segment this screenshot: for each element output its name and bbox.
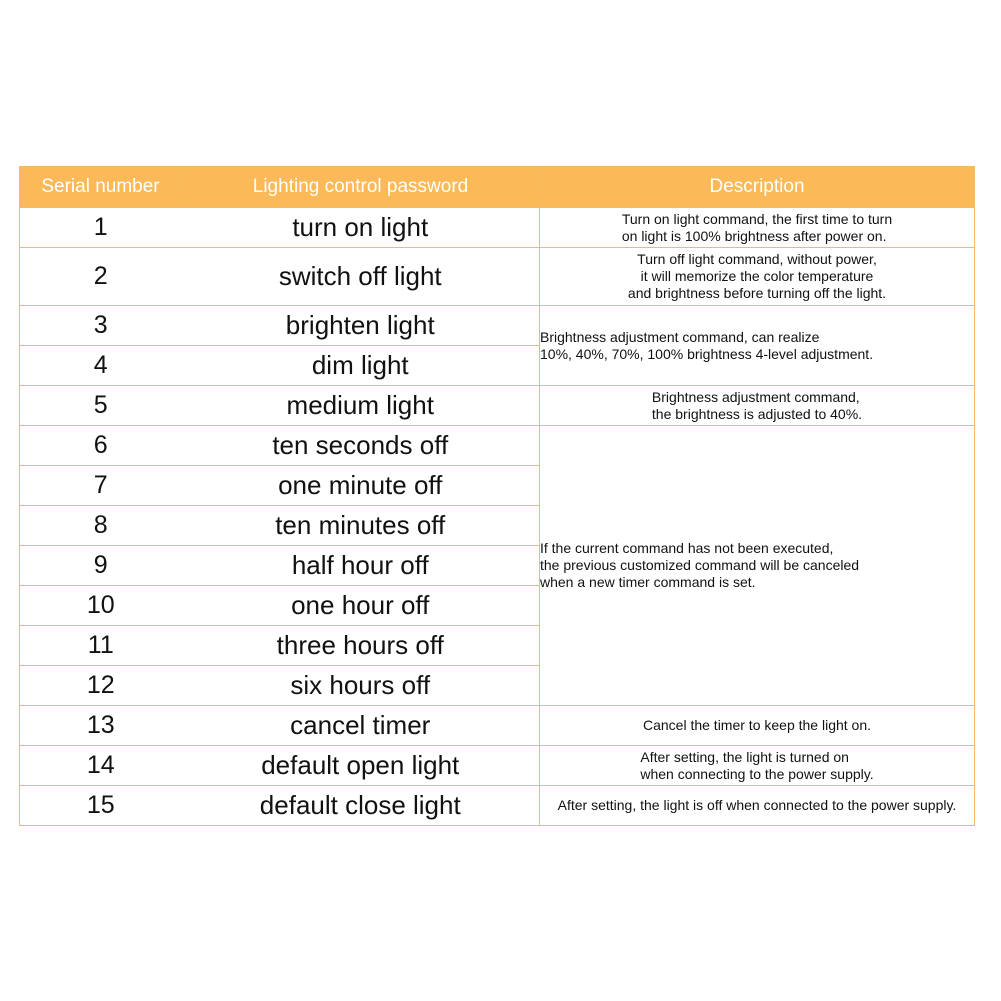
control-password: default close light <box>182 786 540 826</box>
header-serial-number: Serial number <box>20 167 182 208</box>
description-cell <box>540 386 975 426</box>
description-cell <box>540 786 975 826</box>
serial-number: 12 <box>20 666 182 706</box>
table-row <box>20 746 975 786</box>
serial-number: 4 <box>20 346 182 386</box>
serial-number: 15 <box>20 786 182 826</box>
serial-number: 14 <box>20 746 182 786</box>
serial-number: 13 <box>20 706 182 746</box>
serial-number: 3 <box>20 306 182 346</box>
control-password: default open light <box>182 746 540 786</box>
control-password: one hour off <box>182 586 540 626</box>
description-line: 10%, 40%, 70%, 100% brightness 4-level adjustment. <box>540 345 874 362</box>
description-line: After setting, the light is turned on <box>640 748 849 765</box>
serial-number: 8 <box>20 506 182 546</box>
serial-number: 1 <box>20 208 182 248</box>
control-password: ten seconds off <box>182 426 540 466</box>
command-table <box>19 166 975 826</box>
control-password: switch off light <box>182 248 540 306</box>
table-row <box>20 426 975 466</box>
serial-number: 11 <box>20 626 182 666</box>
description-line: the brightness is adjusted to 40%. <box>651 405 863 422</box>
description-line: Cancel the timer to keep the light on. <box>642 717 872 733</box>
description-line: Brightness adjustment command, <box>651 388 860 405</box>
description-cell <box>540 746 975 786</box>
description-cell <box>540 706 975 746</box>
description-line: when connecting to the power supply. <box>640 765 874 782</box>
description-cell <box>540 248 975 306</box>
description-line: it will memorize the color temperature <box>640 268 874 284</box>
header-lighting-control-password: Lighting control password <box>182 167 540 208</box>
description-line: on light is 100% brightness after power on. <box>621 227 887 244</box>
header-row <box>20 167 975 208</box>
table-row <box>20 208 975 248</box>
description-line: the previous customized command will be canceled <box>540 557 860 573</box>
serial-number: 5 <box>20 386 182 426</box>
control-password: cancel timer <box>182 706 540 746</box>
header-description: Description <box>540 167 975 208</box>
control-password: three hours off <box>182 626 540 666</box>
description-line: If the current command has not been executed, <box>540 540 834 556</box>
serial-number: 10 <box>20 586 182 626</box>
description-line: Brightness adjustment command, can realize <box>540 328 820 345</box>
control-password: ten minutes off <box>182 506 540 546</box>
control-password: turn on light <box>182 208 540 248</box>
table-row <box>20 386 975 426</box>
description-line: Turn off light command, without power, <box>637 251 877 267</box>
table-row <box>20 248 975 306</box>
description-line: and brightness before turning off the light. <box>627 285 887 301</box>
description-cell-merged <box>540 306 975 386</box>
control-password: medium light <box>182 386 540 426</box>
description-line: After setting, the light is off when connected to the power supply. <box>557 797 957 813</box>
description-line: Turn on light command, the first time to turn <box>621 210 893 227</box>
description-cell-merged <box>540 426 975 706</box>
control-password: one minute off <box>182 466 540 506</box>
control-password: brighten light <box>182 306 540 346</box>
serial-number: 6 <box>20 426 182 466</box>
control-password: half hour off <box>182 546 540 586</box>
table-row <box>20 786 975 826</box>
table-row <box>20 706 975 746</box>
table-row <box>20 306 975 346</box>
description-cell <box>540 208 975 248</box>
control-password: dim light <box>182 346 540 386</box>
serial-number: 2 <box>20 248 182 306</box>
serial-number: 7 <box>20 466 182 506</box>
description-line: when a new timer command is set. <box>540 574 756 590</box>
serial-number: 9 <box>20 546 182 586</box>
control-password: six hours off <box>182 666 540 706</box>
